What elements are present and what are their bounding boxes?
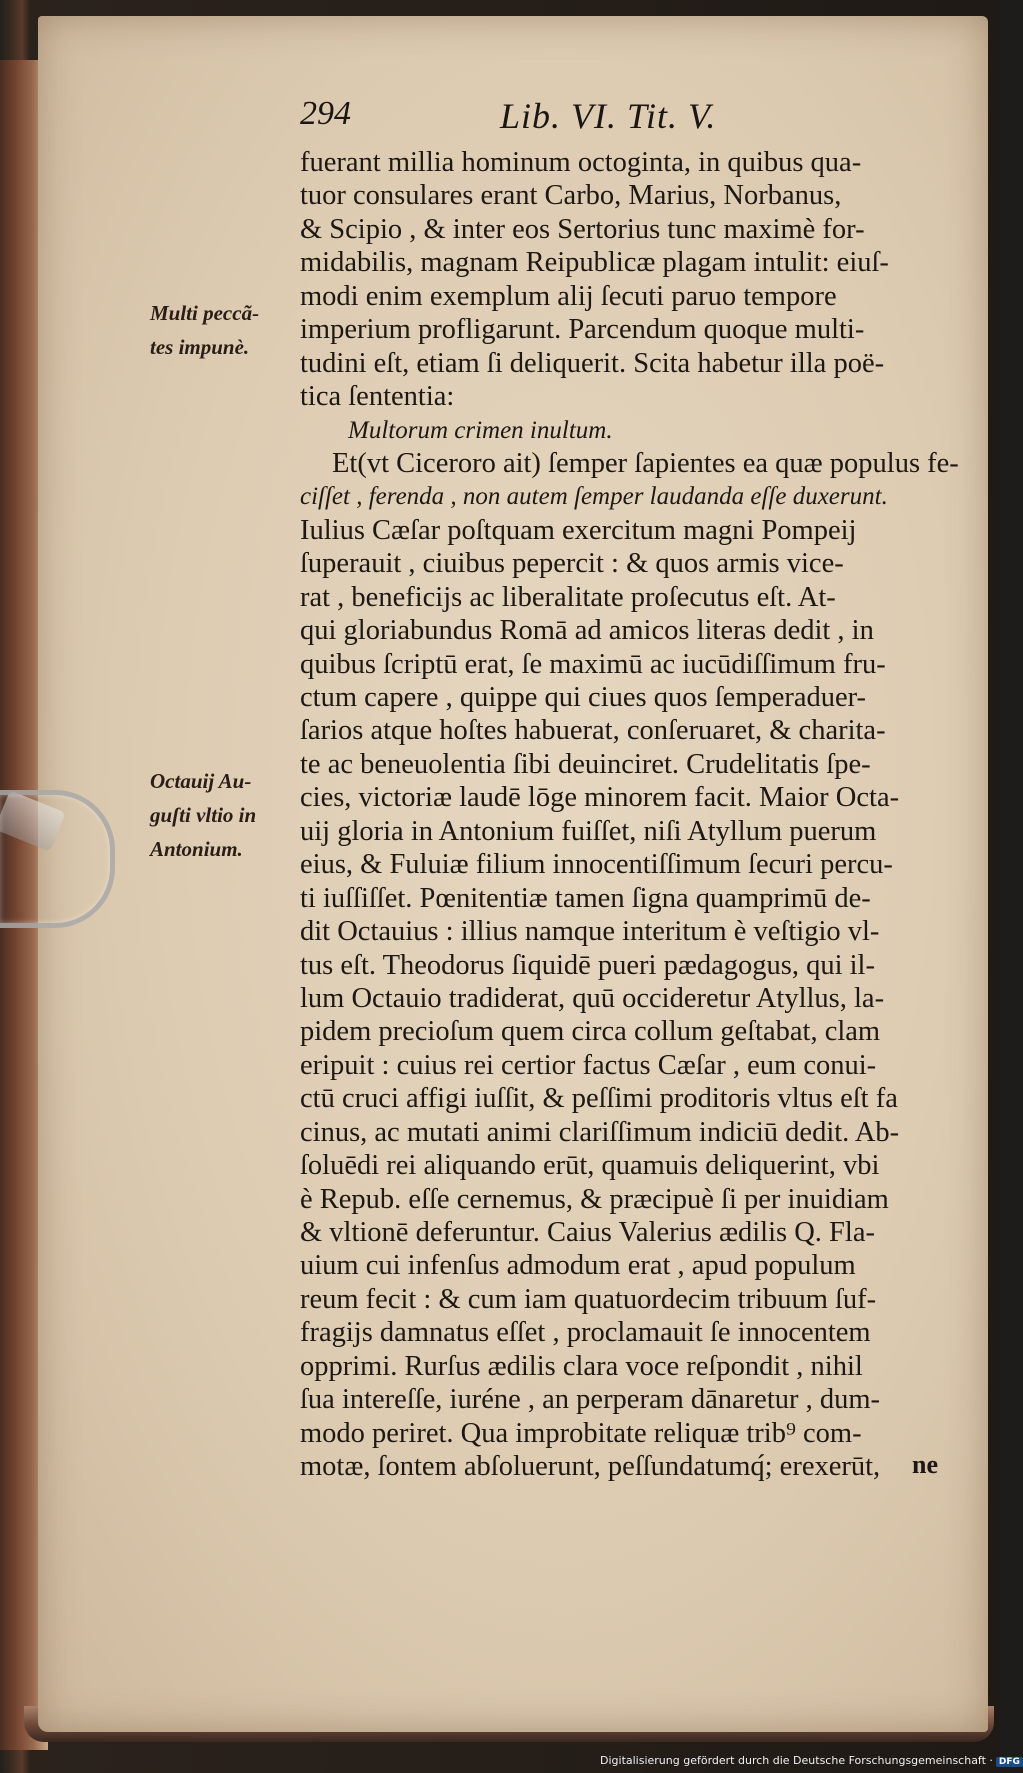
text-line: dit Octauius : illius namque interitum è veſtigio vl- [300,916,880,948]
text-line: uij gloria in Antonium fuiſſet, niſi Atyllum puerum [300,815,877,847]
text-line: cies, victoriæ laudē lōge minorem facit. Maior Octa- [300,782,900,814]
text-line: cinus, ac mutati animi clariſſimum indiciū dedit. Ab- [300,1116,900,1148]
margin-note-line: Octauij Au- [150,769,252,793]
text-line: pidem precioſum quem circa collum geſtabat, clam [300,1016,881,1048]
margin-note-multi-peccantes [150,296,295,364]
text-line: tudini eſt, etiam ſi deliquerit. Scita habetur illa poë- [300,347,885,379]
credit-text: Digitalisierung gefördert durch die Deutsche Forschungsgemeinschaft · [600,1754,993,1767]
text-line: ſarios atque hoſtes habuerat, conſeruaret, & charita- [300,715,886,747]
text-line: Iulius Cæſar poſtquam exercitum magni Pompeij [300,514,857,546]
text-line: tus eſt. Theodorus ſiquidē pueri pædagogus, qui il- [300,949,875,981]
text-line: tica ſententia: [300,381,455,413]
text-line: eripuit : cuius rei certior factus Cæſar , eum conui- [300,1049,877,1081]
text-line: ſua intereſſe, iuréne , an perperam dānaretur , dum- [300,1384,881,1416]
margin-note-line: Antonium. [150,837,243,861]
text-line: uium cui infenſus admodum erat , apud populum [300,1250,856,1282]
text-line: quibus ſcriptū erat, ſe maximū ac iucūdiſſimum fru- [300,648,886,680]
text-line: & Scipio , & inter eos Sertorius tunc maximè for- [300,213,865,245]
margin-note-line: Multi peccã- [150,301,260,325]
text-line: Et(vt Ciceroro ait) ſemper ſapientes ea quæ populus fe- [332,447,959,479]
text-line: fragijs damnatus eſſet , proclamauit ſe innocentem [300,1317,871,1349]
text-line: ctū cruci affigi iuſſit, & peſſimi proditoris vltus eſt fa [300,1083,898,1115]
text-line: fuerant millia hominum octoginta, in quibus qua- [300,147,862,178]
text-line: imperium profligarunt. Parcendum quoque multi- [300,314,865,346]
text-line: opprimi. Rurſus ædilis clara voce reſpondit , nihil [300,1350,863,1382]
text-line: modo periret. Qua improbitate reliquæ trib⁹ com- [300,1417,862,1449]
margin-note-line: tes impunè. [150,335,250,359]
text-line: qui gloriabundus Romā ad amicos literas dedit , in [300,615,874,647]
page-number: 294 [300,95,351,132]
digitization-credit [600,1754,1020,1767]
text-line: modi enim exemplum alij ſecuti paruo tempore [300,280,837,312]
text-line: eius, & Fuluiæ filium innocentiſſimum ſecuri percu- [300,849,893,881]
margin-note-line: guſti vltio in [150,803,257,827]
text-line: tuor consulares erant Carbo, Marius, Norbanus, [300,180,842,212]
text-line: reum fecit : & cum iam quatuordecim tribuum ſuf- [300,1283,877,1315]
page-header [300,95,780,141]
text-line: è Repub. eſſe cernemus, & præcipuè ſi per inuidiam [300,1183,889,1215]
text-line: ſoluēdi rei aliquando erūt, quamuis deliquerint, vbi [300,1150,880,1182]
text-line: ſuperauit , ciuibus pepercit : & quos armis vice- [300,548,844,580]
page-clip [0,790,115,928]
dfg-logo: DFG [996,1757,1023,1767]
text-line: te ac beneuolentia ſibi deuinciret. Crudelitatis ſpe- [300,748,871,780]
text-line: ti iuſſiſſet. Pœnitentiæ tamen ſigna quamprimū de- [300,882,871,914]
margin-note-octauij-vltio [150,764,295,866]
text-line: & vltionē deferuntur. Caius Valerius ædilis Q. Fla- [300,1217,875,1248]
text-line: midabilis, magnam Reipublicæ plagam intulit: eiuſ- [300,247,889,279]
running-head: Lib. VI. Tit. V. [500,96,717,136]
text-line: ctum capere , quippe qui ciues quos ſemperaduer- [300,682,867,713]
quotation-line: Multorum crimen inultum. [348,416,613,444]
text-line: ciſſet , ferenda , non autem ſemper laudanda eſſe duxerunt. [300,483,888,511]
catchword: ne [912,1450,938,1479]
body-text [300,146,960,1484]
text-line: rat , beneficijs ac liberalitate proſecutus eſt. At- [300,581,836,613]
text-line: lum Octauio tradiderat, quū occideretur Atyllus, la- [300,982,885,1014]
text-line: motæ, ſontem abſoluerunt, peſſundatumq́; erexerūt, [300,1451,881,1483]
